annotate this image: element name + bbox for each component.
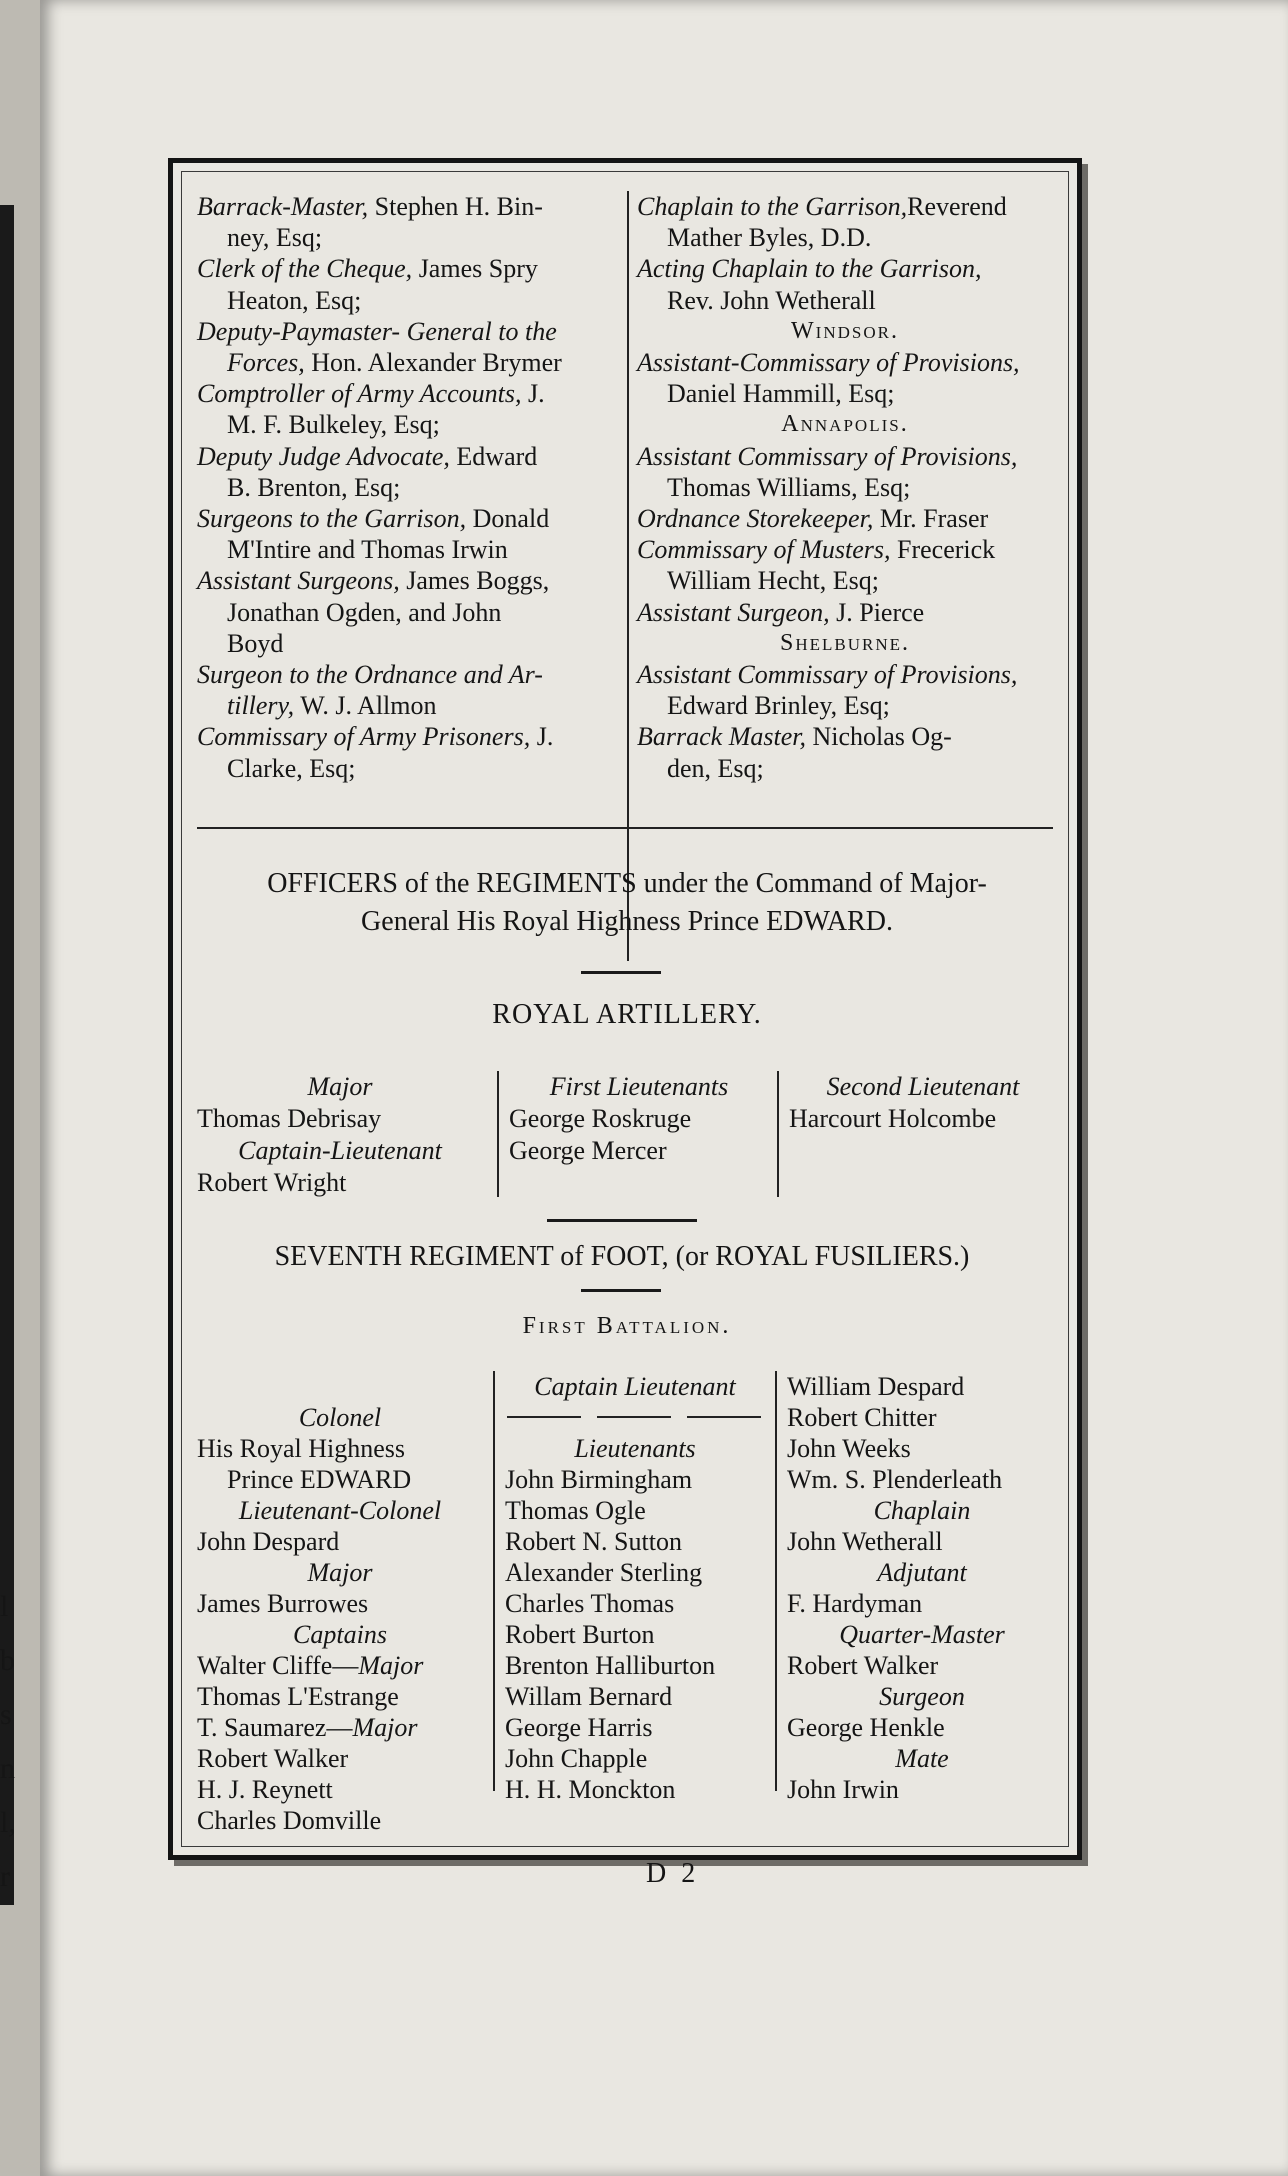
blank-entry-rule: [505, 1402, 765, 1433]
officers-heading-line-2: General His Royal Highness Prince EDWARD.: [361, 906, 893, 937]
fragment: b: [0, 1644, 15, 1677]
officers-heading: [197, 865, 1057, 941]
entry-assistant-surgeon: Assistant Surgeon, J. Pierce: [637, 597, 925, 627]
first-battalion-roster: [197, 1371, 1057, 1835]
ra-column-2: First Lieutenants George Roskruge George Mercer: [509, 1072, 729, 1165]
facing-page-fragments: [0, 1580, 16, 1904]
place-heading-windsor: Windsor.: [791, 317, 899, 344]
entry-ordnance-storekeeper: Ordnance Storekeeper, Mr. Fraser: [637, 504, 989, 534]
officers-heading-line-1: OFFICERS of the REGIMENTS under the Command of Major-: [267, 868, 987, 899]
seventh-regiment-title: SEVENTH REGIMENT of FOOT, (or ROYAL FUSILIERS.): [274, 1241, 970, 1272]
entry-deputy-paymaster: Deputy-Paymaster- General to the Forces, Hon. Alexander Brymer: [197, 316, 562, 378]
fb-column-2: Captain Lieutenant Lieutenants John Birmingham Thomas Ogle Robert N. Sutton Alexander Sterling Charles Thomas Robert Burton Brenton Halliburton Willam Bernard George Harris John Chapple H. H. Monckton: [505, 1371, 765, 1805]
place-heading-annapolis: Annapolis.: [781, 411, 909, 438]
entry-surgeon-ordnance: Surgeon to the Ordnance and Ar- tillery, W. J. Allmon: [197, 660, 543, 721]
entry-commissary-prisoners: Commissary of Army Prisoners, J. Clarke, Esq;: [197, 722, 554, 783]
column-divider: [627, 191, 629, 961]
royal-artillery-roster: [197, 1071, 1057, 1201]
page-number: D 2: [646, 1858, 700, 1889]
page-border-frame: [168, 158, 1082, 1860]
right-column: [637, 191, 1053, 784]
garrison-officers-columns: [197, 191, 1053, 961]
entry-shelburne-barrack-master: Barrack Master, Nicholas Og- den, Esq;: [637, 722, 952, 783]
short-rule: [581, 971, 661, 974]
short-rule: [547, 1219, 697, 1222]
fb-divider-1: [493, 1371, 495, 1791]
fragment: l,: [0, 1806, 16, 1839]
ra-divider-1: [497, 1071, 499, 1197]
entry-commissary-musters: Commissary of Musters, Frecerick William Hecht, Esq;: [637, 535, 996, 596]
entry-annapolis-commissary: Assistant Commissary of Provisions, Thomas Williams, Esq;: [637, 441, 1018, 502]
fb-divider-2: [775, 1371, 777, 1791]
entry-surgeons: Surgeons to the Garrison, Donald M'Intire and Thomas Irwin: [197, 504, 550, 565]
entry-clerk-of-cheque: Clerk of the Cheque, James Spry Heaton, Esq;: [197, 254, 538, 315]
fragment: l: [0, 1590, 9, 1623]
short-rule: [581, 1289, 661, 1292]
fragment: r: [0, 1860, 10, 1893]
royal-artillery-title: ROYAL ARTILLERY.: [492, 999, 762, 1030]
ra-column-3: Second Lieutenant Harcourt Holcombe: [789, 1072, 1020, 1133]
ra-column-1: Major Thomas Debrisay Captain-Lieutenant Robert Wright: [197, 1072, 442, 1197]
place-heading-shelburne: Shelburne.: [779, 629, 910, 656]
entry-deputy-judge-advocate: Deputy Judge Advocate, Edward B. Brenton, Esq;: [197, 441, 538, 502]
entry-windsor-commissary: Assistant-Commissary of Provisions, Daniel Hammill, Esq;: [637, 348, 1020, 409]
entry-assistant-surgeons: Assistant Surgeons, James Boggs, Jonathan Ogden, and John Boyd: [197, 566, 550, 658]
entry-shelburne-commissary: Assistant Commissary of Provisions, Edward Brinley, Esq;: [637, 660, 1018, 721]
section-rule: [197, 827, 1053, 829]
fb-column-3: William Despard Robert Chitter John Weeks Wm. S. Plenderleath Chaplain John Wetherall Adjutant F. Hardyman Quarter-Master Robert Walker Surgeon George Henkle Mate John Irwin: [787, 1372, 1005, 1804]
ra-divider-2: [777, 1071, 779, 1197]
entry-comptroller: Comptroller of Army Accounts, J. M. F. Bulkeley, Esq;: [197, 379, 545, 440]
entry-barrack-master: Barrack-Master, Stephen H. Bin- ney, Esq;: [197, 192, 543, 253]
document-page: [40, 0, 1288, 2176]
first-battalion-heading: First Battalion.: [522, 1313, 732, 1339]
left-column: [197, 191, 617, 784]
fragment: n: [0, 1752, 15, 1785]
fragment: s: [0, 1698, 12, 1731]
entry-chaplain: Chaplain to the Garrison,Reverend Mather Byles, D.D.: [637, 192, 1007, 253]
entry-acting-chaplain: Acting Chaplain to the Garrison, Rev. John Wetherall: [637, 254, 982, 315]
fb-column-1: Colonel His Royal Highness Prince EDWARD Lieutenant-Colonel John Despard Major James Burrowes Captains Walter Cliffe—Major Thomas L'Estrange T. Saumarez—Major Robert Walker H. J. Reynett Charles Domville: [197, 1403, 442, 1835]
